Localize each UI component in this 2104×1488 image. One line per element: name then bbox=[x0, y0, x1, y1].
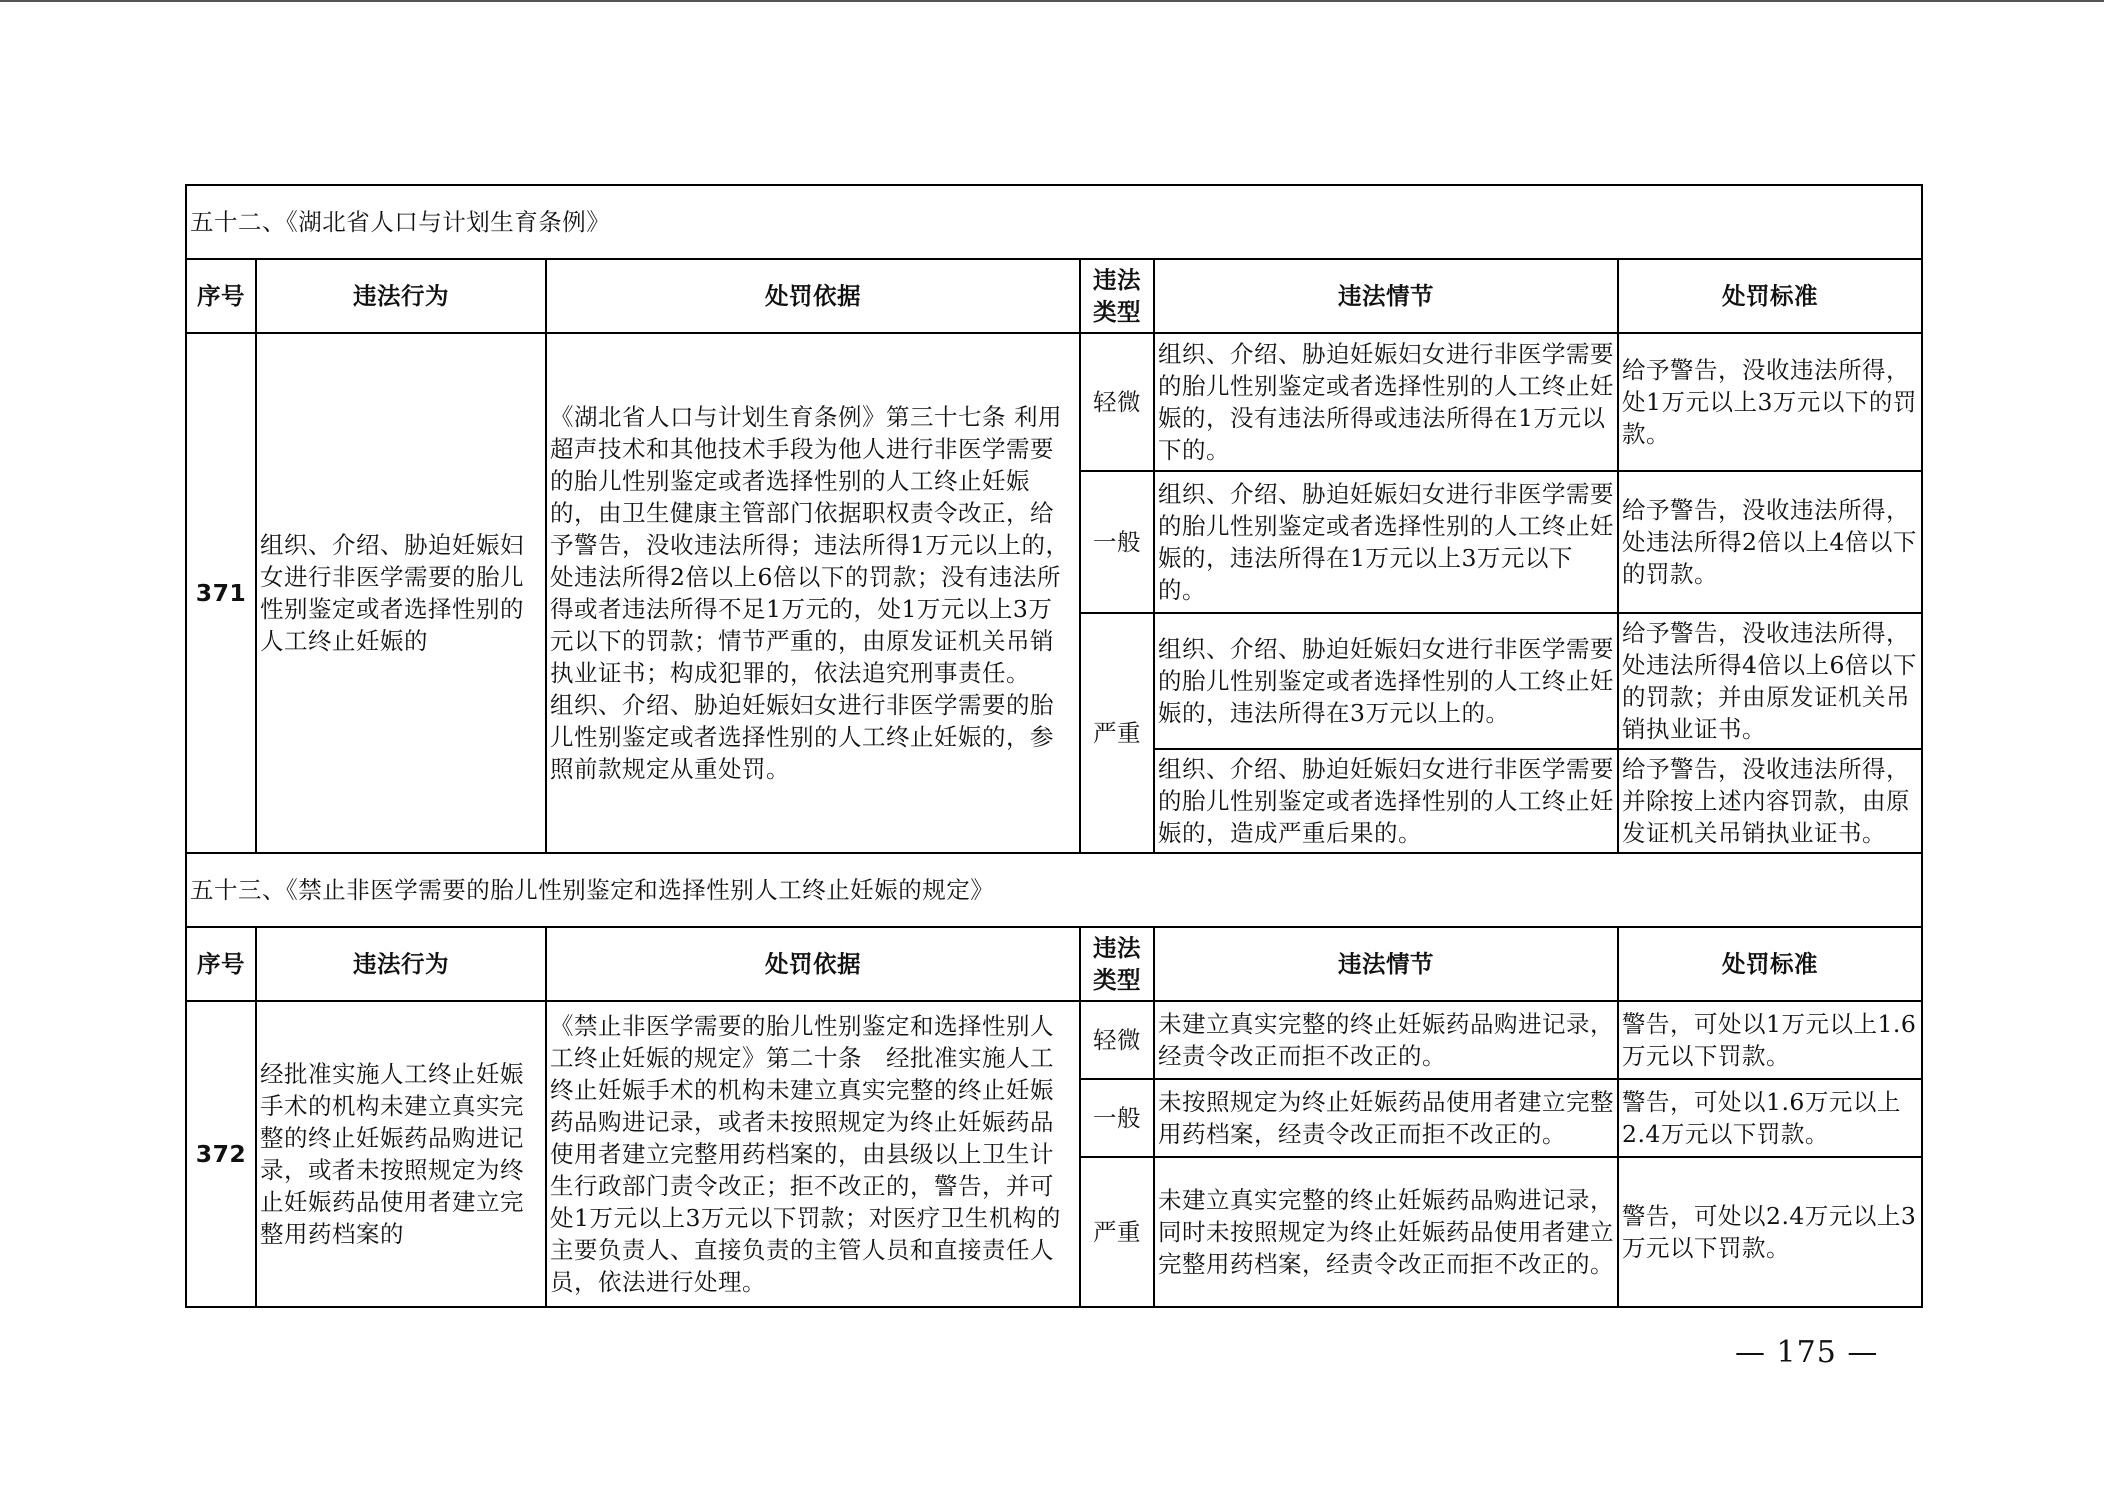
violation-type: 轻微 bbox=[1080, 1001, 1154, 1079]
header-basis: 处罚依据 bbox=[546, 259, 1080, 333]
violation-type: 一般 bbox=[1080, 1079, 1154, 1157]
violation-circumstance: 组织、介绍、胁迫妊娠妇女进行非医学需要的胎儿性别鉴定或者选择性别的人工终止妊娠的，造成严重后果的。 bbox=[1154, 749, 1618, 853]
table-row bbox=[186, 1001, 1922, 1079]
item-number: 372 bbox=[186, 1001, 256, 1307]
penalty-standard: 警告，可处以2.4万元以上3万元以下罚款。 bbox=[1618, 1157, 1922, 1307]
header-no: 序号 bbox=[186, 259, 256, 333]
table-row bbox=[186, 333, 1922, 471]
violation-behavior: 组织、介绍、胁迫妊娠妇女进行非医学需要的胎儿性别鉴定或者选择性别的人工终止妊娠的 bbox=[256, 333, 546, 853]
header-standard: 处罚标准 bbox=[1618, 259, 1922, 333]
violation-circumstance: 组织、介绍、胁迫妊娠妇女进行非医学需要的胎儿性别鉴定或者选择性别的人工终止妊娠的，违法所得在1万元以上3万元以下的。 bbox=[1154, 471, 1618, 613]
violation-type: 一般 bbox=[1080, 471, 1154, 613]
section-title: 五十二、《湖北省人口与计划生育条例》 bbox=[186, 185, 1922, 259]
header-no: 序号 bbox=[186, 927, 256, 1001]
penalty-standard: 给予警告，没收违法所得，处1万元以上3万元以下的罚款。 bbox=[1618, 333, 1922, 471]
item-number: 371 bbox=[186, 333, 256, 853]
violation-type: 严重 bbox=[1080, 1157, 1154, 1307]
penalty-standard: 给予警告，没收违法所得，并除按上述内容罚款，由原发证机关吊销执业证书。 bbox=[1618, 749, 1922, 853]
header-behavior: 违法行为 bbox=[256, 927, 546, 1001]
header-circumstance: 违法情节 bbox=[1154, 259, 1618, 333]
penalty-standard: 给予警告，没收违法所得，处违法所得2倍以上4倍以下的罚款。 bbox=[1618, 471, 1922, 613]
penalty-standard: 警告，可处以1万元以上1.6万元以下罚款。 bbox=[1618, 1001, 1922, 1079]
section-title: 五十三、《禁止非医学需要的胎儿性别鉴定和选择性别人工终止妊娠的规定》 bbox=[186, 853, 1922, 927]
violation-circumstance: 组织、介绍、胁迫妊娠妇女进行非医学需要的胎儿性别鉴定或者选择性别的人工终止妊娠的，违法所得在3万元以上的。 bbox=[1154, 613, 1618, 749]
top-border-line bbox=[0, 0, 2104, 2]
violation-type: 轻微 bbox=[1080, 333, 1154, 471]
penalty-basis: 《禁止非医学需要的胎儿性别鉴定和选择性别人工终止妊娠的规定》第二十条 经批准实施人工终止妊娠手术的机构未建立真实完整的终止妊娠药品购进记录，或者未按照规定为终止妊娠药品使用者建立完整用药档案的，由县级以上卫生计生行政部门责令改正；拒不改正的，警告，并可处1万元以上3万元以下罚款；对医疗卫生机构的主要负责人、直接负责的主管人员和直接责任人员，依法进行处理。 bbox=[546, 1001, 1080, 1307]
violation-circumstance: 未建立真实完整的终止妊娠药品购进记录，经责令改正而拒不改正的。 bbox=[1154, 1001, 1618, 1079]
header-standard: 处罚标准 bbox=[1618, 927, 1922, 1001]
header-row bbox=[186, 259, 1922, 333]
header-basis: 处罚依据 bbox=[546, 927, 1080, 1001]
penalty-basis: 《湖北省人口与计划生育条例》第三十七条 利用超声技术和其他技术手段为他人进行非医学需要的胎儿性别鉴定或者选择性别的人工终止妊娠的，由卫生健康主管部门依据职权责令改正，给予警告，没收违法所得；违法所得1万元以上的，处违法所得2倍以上6倍以下的罚款；没有违法所得或者违法所得不足1万元的，处1万元以上3万元以下的罚款；情节严重的，由原发证机关吊销执业证书；构成犯罪的，依法追究刑事责任。 组织、介绍、胁迫妊娠妇女进行非医学需要的胎儿性别鉴定或者选择性别的人工终止妊娠的，参照前款规定从重处罚。 bbox=[546, 333, 1080, 853]
violation-circumstance: 未建立真实完整的终止妊娠药品购进记录，同时未按照规定为终止妊娠药品使用者建立完整用药档案，经责令改正而拒不改正的。 bbox=[1154, 1157, 1618, 1307]
header-circumstance: 违法情节 bbox=[1154, 927, 1618, 1001]
penalty-standard: 给予警告，没收违法所得，处违法所得4倍以上6倍以下的罚款；并由原发证机关吊销执业证书。 bbox=[1618, 613, 1922, 749]
section-title-row bbox=[186, 185, 1922, 259]
violation-circumstance: 组织、介绍、胁迫妊娠妇女进行非医学需要的胎儿性别鉴定或者选择性别的人工终止妊娠的，没有违法所得或违法所得在1万元以下的。 bbox=[1154, 333, 1618, 471]
header-row bbox=[186, 927, 1922, 1001]
section-title-row bbox=[186, 853, 1922, 927]
page-number: — 175 — bbox=[1735, 1335, 1879, 1370]
header-type: 违法类型 bbox=[1080, 259, 1154, 333]
header-behavior: 违法行为 bbox=[256, 259, 546, 333]
violation-behavior: 经批准实施人工终止妊娠手术的机构未建立真实完整的终止妊娠药品购进记录，或者未按照规定为终止妊娠药品使用者建立完整用药档案的 bbox=[256, 1001, 546, 1307]
header-type: 违法类型 bbox=[1080, 927, 1154, 1001]
violation-type: 严重 bbox=[1080, 613, 1154, 853]
violation-circumstance: 未按照规定为终止妊娠药品使用者建立完整用药档案，经责令改正而拒不改正的。 bbox=[1154, 1079, 1618, 1157]
penalty-standard: 警告，可处以1.6万元以上2.4万元以下罚款。 bbox=[1618, 1079, 1922, 1157]
penalty-standard-table bbox=[185, 184, 1923, 1308]
